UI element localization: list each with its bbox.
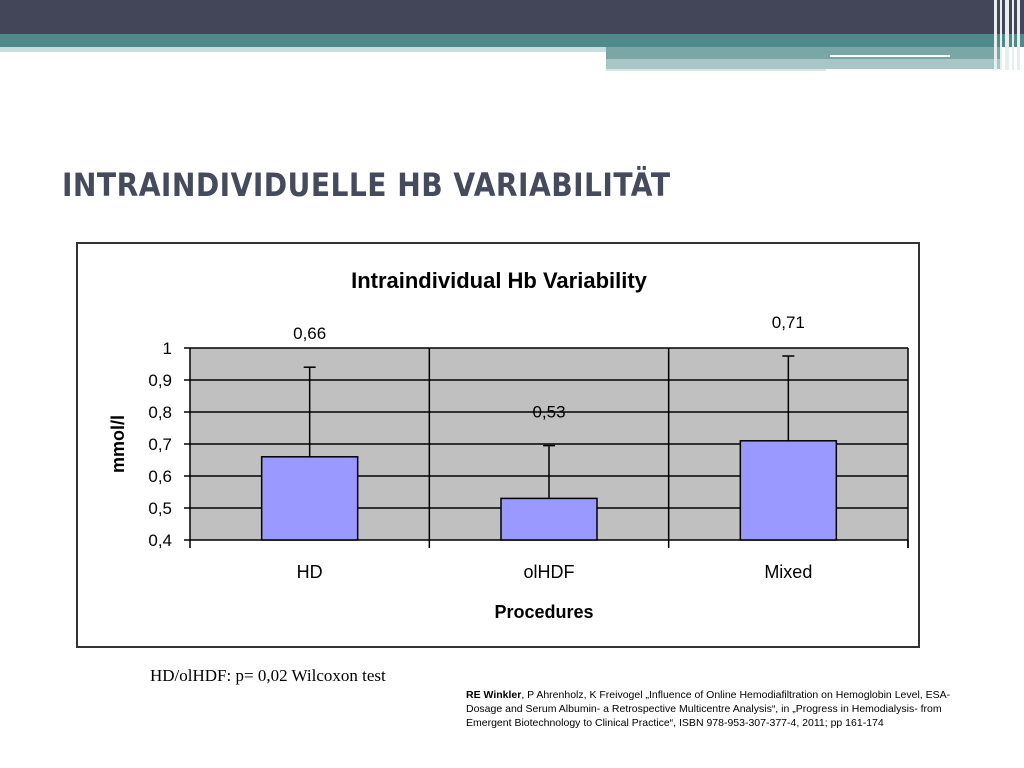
header-band-right-light: [606, 59, 1001, 69]
y-tick-label: 0,6: [148, 467, 172, 486]
x-tick-label: olHDF: [523, 562, 575, 582]
header-light-band: [0, 47, 606, 52]
x-tick-label: Mixed: [764, 562, 813, 582]
bar-mixed: [740, 441, 836, 540]
y-tick-label: 0,7: [148, 435, 172, 454]
reference-text: , P Ahrenholz, K Freivogel „Influence of Online Hemodiafiltration on Hemoglobin Level, ESA- Dosage and Serum Albumin- a Retrospective Multicentre Analysis“, in „Progress in Hemodialysis- from Emergent Biotechnology to Clinical Practice“, ISBN 978-953-307-377-4, 2011; pp 161-174: [466, 689, 951, 729]
data-label: 0,53: [532, 402, 566, 422]
data-label: 0,71: [771, 313, 805, 332]
y-tick-label: 0,4: [148, 531, 172, 550]
reference-author: RE Winkler: [466, 689, 522, 701]
slide-title: INTRAINDIVIDUELLE HB VARIABILITÄT: [62, 166, 671, 204]
bar-chart: [78, 244, 918, 646]
bar-olhdf: [501, 498, 597, 540]
bar-hd: [262, 457, 358, 540]
y-tick-label: 1: [162, 339, 172, 358]
chart-title: Intraindividual Hb Variability: [351, 268, 647, 293]
y-tick-label: 0,9: [148, 371, 172, 390]
chart-frame: [76, 242, 920, 648]
header-thin-line: [830, 55, 950, 57]
data-label: 0,66: [293, 324, 327, 344]
reference-citation: [466, 688, 966, 730]
header-accent-band: [0, 34, 1024, 47]
y-tick-label: 0,5: [148, 499, 172, 518]
x-axis-title: Procedures: [494, 602, 594, 622]
header-vertical-stripes: [992, 0, 1024, 70]
y-axis-title: mmol/l: [108, 414, 128, 474]
statistics-note: HD/olHDF: p= 0,02 Wilcoxon test: [150, 666, 386, 685]
header-thin-line-2: [606, 69, 826, 71]
y-tick-label: 0,8: [148, 403, 172, 422]
header-band-right: [606, 47, 1001, 59]
x-tick-label: HD: [296, 562, 323, 582]
header-bar: [0, 0, 1024, 34]
